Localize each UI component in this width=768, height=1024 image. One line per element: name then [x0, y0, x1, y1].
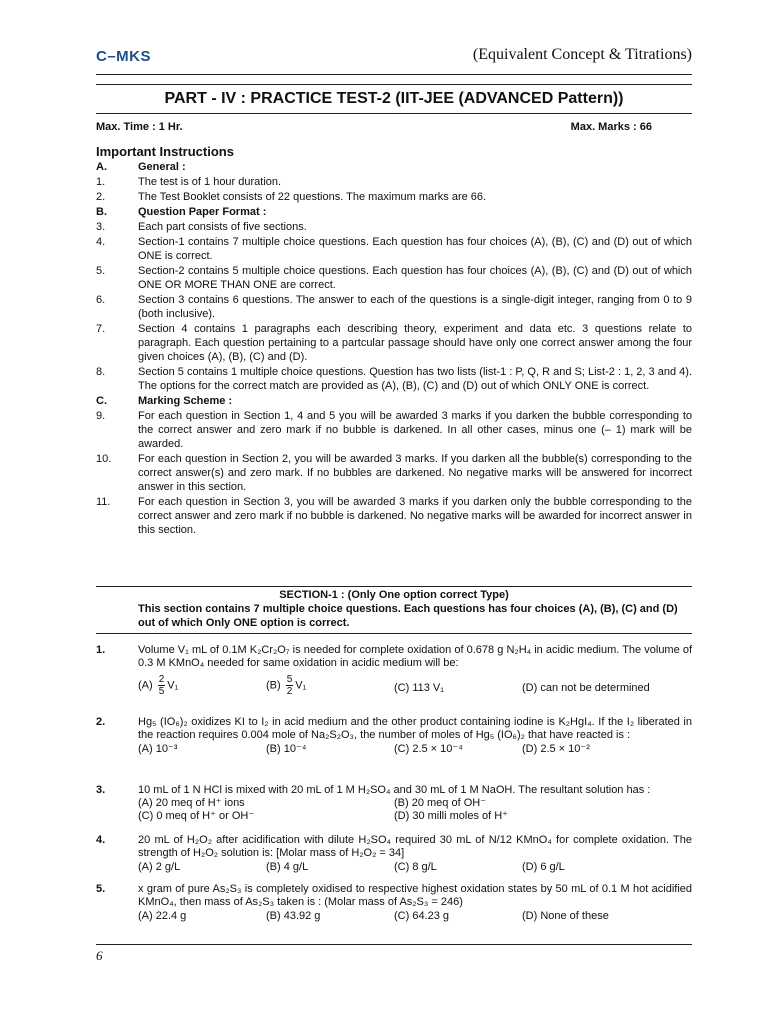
option-c: (C) 64.23 g	[394, 910, 450, 922]
instruction-number: 5.	[96, 265, 106, 277]
instruction-text: Section-2 contains 5 multiple choice questions. Each question has four choices (A), (B), (C) and (D) out of which ONE OR MORE THAN ONE are correct.	[138, 265, 692, 291]
option-d: (D) 6 g/L	[522, 861, 565, 873]
instruction-text: Question Paper Format :	[138, 206, 267, 218]
option-a: (A) $\frac{2}{5}$ V₁	[138, 674, 179, 697]
brand-logo: C–MKS	[96, 48, 152, 65]
option-d: (D) None of these	[522, 910, 609, 922]
options	[138, 909, 692, 923]
question-text: x gram of pure As₂S₃ is completely oxidised to respective highest oxidation states by 50 mL of 0.1 M hot acidified KMnO₄, then mass of As₂S₃ taken is : (Molar mass of As₂S₃ = 246)	[138, 883, 692, 908]
instruction-item	[96, 409, 692, 451]
question-5	[96, 883, 692, 923]
option-c: (C) 0 meq of H⁺ or OH⁻	[138, 810, 255, 822]
instruction-item	[96, 322, 692, 364]
footer-divider	[96, 944, 692, 945]
instruction-item	[96, 175, 692, 189]
instruction-text: Section-1 contains 7 multiple choice questions. Each question has four choices (A), (B), (C) and (D) out of which ONE is correct.	[138, 236, 692, 262]
instruction-item	[96, 293, 692, 321]
section-divider	[96, 586, 692, 587]
instruction-text: For each question in Section 1, 4 and 5 you will be awarded 3 marks if you darken the bubble corresponding to the correct answer and zero mark if no bubble is darkened. In all other cases, minus one (– 1) mark will be awarded.	[138, 410, 692, 450]
instruction-number: 11.	[96, 496, 111, 508]
page-header	[96, 44, 692, 75]
question-text: Hg₅ (IO₆)₂ oxidizes KI to I₂ in acid medium and the other product containing iodine is K₂HgI₄. If the I₂ liberated in the reaction requires 0.004 mole of Na₂S₂O₃, the number of moles of Hg₅ (IO₆)₂ that have reacted is :	[138, 716, 692, 741]
instruction-item	[96, 190, 692, 204]
question-3	[96, 784, 692, 823]
instruction-number: 3.	[96, 221, 106, 233]
instruction-item	[96, 452, 692, 494]
instruction-text: The Test Booklet consists of 22 questions. The maximum marks are 66.	[138, 191, 487, 203]
instruction-item	[96, 160, 692, 174]
options	[138, 797, 692, 823]
instruction-number: 6.	[96, 294, 106, 306]
instruction-number: 8.	[96, 366, 106, 378]
instruction-text: For each question in Section 3, you will be awarded 3 marks if you darken only the bubble corresponding to the correct answer and zero mark if no bubble is darkened. No negative marks will be awarded for incorrect answer in this section.	[138, 496, 692, 536]
question-4	[96, 834, 692, 874]
instruction-item	[96, 394, 692, 408]
instruction-item	[96, 365, 692, 393]
question-number: 5.	[96, 883, 106, 895]
instruction-text: Each part consists of five sections.	[138, 221, 307, 233]
instruction-number: 10.	[96, 453, 112, 465]
instruction-number: 4.	[96, 236, 106, 248]
instruction-text: Marking Scheme :	[138, 395, 233, 407]
instruction-item	[96, 495, 692, 537]
options	[138, 674, 692, 697]
instruction-text: For each question in Section 2, you will be awarded 3 marks. If you darken all the bubble(s) corresponding to the correct answer(s) and zero mark. If no bubbles are darkened. No negative marks will be answered for incorrect answer in this section.	[138, 453, 692, 493]
instruction-item	[96, 264, 692, 292]
instruction-text: Section 4 contains 1 paragraphs each describing theory, experiment and data etc. 3 questions relate to paragraph. Each question pertaining to a partcular passage should have only one correct answer among the four given choices (A), (B), (C) and (D).	[138, 323, 692, 363]
option-c: (C) 2.5 × 10⁻⁴	[394, 743, 463, 755]
question-number: 1.	[96, 644, 106, 656]
page-number: 6	[96, 948, 103, 963]
option-a: (A) 2 g/L	[138, 861, 181, 873]
option-b: (B) $\frac{5}{2}$ V₁	[266, 674, 307, 697]
question-text: 20 mL of H₂O₂ after acidification with dilute H₂SO₄ required 30 mL of N/12 KMnO₄ for complete oxidation. The strength of H₂O₂ solution is: [Molar mass of H₂O₂ = 34]	[138, 834, 692, 859]
instruction-number: 7.	[96, 323, 106, 335]
option-d: (D) 30 milli moles of H⁺	[394, 810, 508, 822]
option-b: (B) 20 meq of OH⁻	[394, 797, 487, 809]
instruction-number: C.	[96, 395, 107, 407]
options	[138, 860, 692, 874]
instruction-text: The test is of 1 hour duration.	[138, 176, 282, 188]
instruction-number: B.	[96, 206, 107, 218]
question-number: 2.	[96, 716, 106, 728]
instructions-list	[96, 160, 692, 538]
question-1	[96, 644, 692, 697]
instruction-text: Section 5 contains 1 multiple choice questions. Question has two lists (list-1 : P, Q, R and S; List-2 : 1, 2, 3 and 4). The options for the correct match are provided as (A), (B), (C) and (D) out of which ONLY ONE is correct.	[138, 366, 692, 392]
question-text: 10 mL of 1 N HCl is mixed with 20 mL of 1 M H₂SO₄ and 30 mL of 1 M NaOH. The resultant solution has :	[138, 784, 651, 796]
chapter-title: (Equivalent Concept & Titrations)	[472, 46, 692, 63]
section-header	[96, 588, 692, 634]
instruction-number: 2.	[96, 191, 106, 203]
part-title: PART - IV : PRACTICE TEST-2 (IIT-JEE (ADVANCED Pattern))	[96, 84, 692, 114]
question-text: Volume V₁ mL of 0.1M K₂Cr₂O₇ is needed for complete oxidation of 0.678 g N₂H₄ in acidic medium. The volume of 0.3 M KMnO₄ needed for same oxidation in acidic medium will be:	[138, 644, 692, 669]
instruction-number: 9.	[96, 410, 106, 422]
option-a: (A) 22.4 g	[138, 910, 187, 922]
instructions-title: Important Instructions	[96, 144, 234, 159]
fraction: $\frac{5}{2}$	[286, 674, 293, 697]
instruction-item	[96, 205, 692, 219]
instruction-number: A.	[96, 161, 107, 173]
option-d: (D) can not be determined	[522, 682, 650, 694]
option-b: (B) 43.92 g	[266, 910, 321, 922]
section-description: This section contains 7 multiple choice questions. Each questions has four choices (A), (B), (C) and (D) out of which Only ONE option is correct.	[138, 603, 678, 629]
instruction-item	[96, 220, 692, 234]
max-time: Max. Time : 1 Hr.	[96, 121, 183, 133]
fraction: $\frac{2}{5}$	[158, 674, 165, 697]
question-number: 3.	[96, 784, 106, 796]
option-c: (C) 113 V₁	[394, 682, 444, 694]
option-d: (D) 2.5 × 10⁻²	[522, 743, 590, 755]
question-number: 4.	[96, 834, 106, 846]
test-meta	[96, 121, 652, 133]
options	[138, 742, 692, 756]
section-title: SECTION-1 : (Only One option correct Type)	[279, 589, 509, 601]
max-marks: Max. Marks : 66	[570, 121, 652, 133]
option-b: (B) 10⁻⁴	[266, 743, 307, 755]
option-a: (A) 20 meq of H⁺ ions	[138, 797, 245, 809]
instruction-number: 1.	[96, 176, 106, 188]
instruction-text: Section 3 contains 6 questions. The answer to each of the questions is a single-digit integer, ranging from 0 to 9 (both inclusive).	[138, 294, 692, 320]
option-b: (B) 4 g/L	[266, 861, 309, 873]
instruction-item	[96, 235, 692, 263]
option-a: (A) 10⁻³	[138, 743, 178, 755]
question-2	[96, 716, 692, 756]
option-c: (C) 8 g/L	[394, 861, 437, 873]
instruction-text: General :	[138, 161, 186, 173]
